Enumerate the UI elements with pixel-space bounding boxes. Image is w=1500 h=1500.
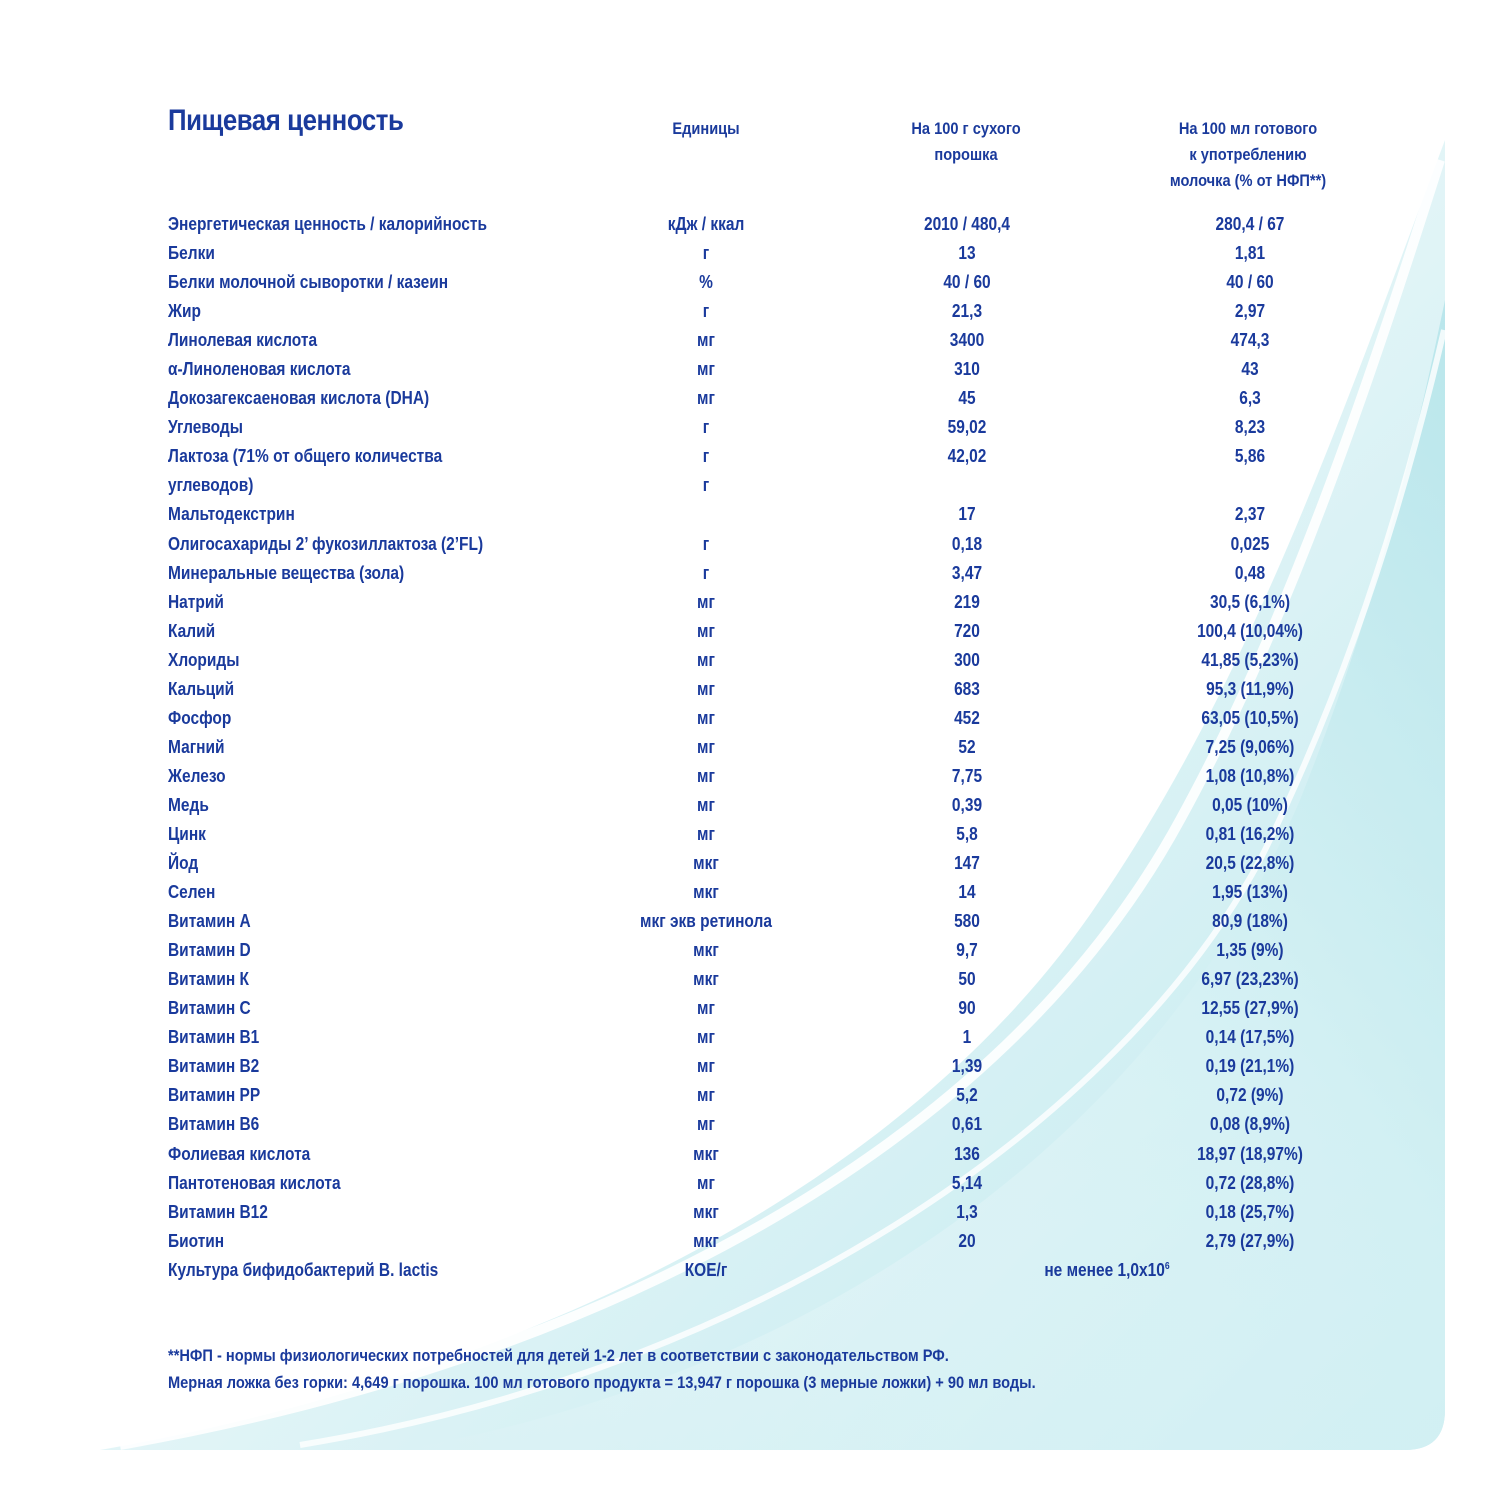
row-value-per-100ml: 30,5 (6,1%) [1209,591,1291,612]
table-row [0,936,1500,965]
row-value-per-100g: 300 [954,649,980,670]
row-value-per-100ml: 0,025 [1230,533,1270,554]
row-name: Жир [168,301,201,322]
table-row [0,1227,1500,1256]
footnote-measuring-spoon: Мерная ложка без горки: 4,649 г порошка. 100 мл готового продукта = 13,947 г порошка (3 мерные ложки) + 90 мл воды. [168,1373,1036,1392]
table-row [0,239,1500,268]
row-value-per-100ml: 12,55 (27,9%) [1201,998,1299,1019]
row-value-per-100g: 14 [958,882,976,903]
row-name: Йод [168,853,199,874]
row-unit: мг [697,649,715,670]
row-name: Углеводы [168,417,243,438]
row-name: Хлориды [168,649,240,670]
page-title: Пищевая ценность [168,104,404,137]
row-value-per-100ml: 1,08 (10,8%) [1205,765,1295,786]
row-value-per-100ml: 2,37 [1234,504,1266,525]
row-value-per-100g: 50 [958,969,976,990]
row-value-per-100ml: 8,23 [1234,417,1266,438]
row-value-per-100g: 0,18 [951,533,983,554]
row-value-per-100g: 20 [958,1230,976,1251]
row-value-per-100ml: 100,4 (10,04%) [1197,620,1303,641]
row-unit: мкг [693,1143,719,1164]
row-name: Витамин D [168,940,251,961]
row-name: Витамин В12 [168,1201,268,1222]
row-name: Фосфор [168,707,232,728]
row-unit: мкг [693,940,719,961]
footnote-nfp: **НФП - нормы физиологических потребностей для детей 1-2 лет в соответствии с законодательством РФ. [168,1346,949,1365]
row-unit: мг [697,1114,715,1135]
table-row [0,994,1500,1023]
row-name: Натрий [168,591,224,612]
row-value-per-100g: 7,75 [951,765,983,786]
row-unit: мг [697,330,715,351]
row-value-per-100g: 452 [954,707,980,728]
table-row [0,471,1500,500]
row-value-per-100g: 0,61 [951,1114,983,1135]
row-value-per-100g: 1,39 [951,1056,983,1077]
row-unit: кДж / ккал [667,214,745,234]
row-value-per-100g: 21,3 [951,301,983,322]
row-name: Пантотеновая кислота [168,1172,341,1193]
row-name: Докозагексаеновая кислота (DHA) [168,388,430,409]
row-value-per-100ml: 0,19 (21,1%) [1205,1056,1295,1077]
row-value-per-100g: 683 [954,678,980,699]
nutrition-table [0,210,1500,1285]
row-unit: мкг [693,1230,719,1251]
row-unit: мг [697,736,715,757]
table-row [0,878,1500,907]
table-row [0,849,1500,878]
row-name: Медь [168,794,209,815]
row-value-per-100g: 2010 / 480,4 [923,214,1011,234]
culture-exponent: 6 [1164,1260,1170,1272]
row-name: Магний [168,736,225,757]
row-value-per-100g: 1 [962,1027,972,1048]
row-unit: г [702,301,710,322]
row-value-per-100g: 147 [954,853,980,874]
row-value-per-100ml: 40 / 60 [1226,272,1274,293]
table-row [0,355,1500,384]
row-value-per-100g: 580 [954,911,980,932]
column-header-per-100ml-ready: На 100 мл готового к употреблению молочка (% от НФП**) [1169,119,1327,190]
row-value-per-100ml: 95,3 (11,9%) [1206,678,1294,699]
table-row [0,820,1500,849]
row-value-per-100g: 45 [958,388,976,409]
table-row [0,268,1500,297]
footnotes [168,1342,1036,1396]
row-unit: мкг [693,969,719,990]
row-unit: мг [697,1085,715,1106]
column-header-units: Единицы [672,119,740,138]
row-unit: мг [697,620,715,641]
row-name: Витамин В2 [168,1056,260,1077]
row-value-per-100g: 136 [954,1143,980,1164]
row-name: Фолиевая кислота [168,1143,311,1164]
table-row [0,1140,1500,1169]
row-value-per-100ml: 80,9 (18%) [1212,911,1288,932]
table-row [0,442,1500,471]
row-name: Цинк [168,823,206,844]
row-value-per-100g: 9,7 [956,940,978,961]
row-value-per-100ml: 7,25 (9,06%) [1205,736,1295,757]
row-value-per-100g: 219 [954,591,980,612]
row-unit: % [699,272,713,293]
row-name: Селен [168,882,216,903]
row-value-per-100ml: 2,97 [1234,301,1266,322]
row-value-per-100ml: 2,79 (27,9%) [1205,1230,1295,1251]
row-name: Белки [168,243,215,264]
row-value-per-100g: 40 / 60 [943,272,991,293]
row-name: Железо [168,765,226,786]
row-value-per-100g: 3,47 [951,562,983,583]
row-name: Культура бифидобактерий B. lactis [168,1259,439,1280]
row-value-per-100ml: 1,81 [1234,243,1266,264]
table-row [0,791,1500,820]
row-value-per-100g: 5,14 [951,1172,983,1193]
row-name: Лактоза (71% от общего количества [168,446,443,467]
table-row [0,1198,1500,1227]
row-value-per-100g: 0,39 [951,794,983,815]
row-value-per-100ml: 0,18 (25,7%) [1205,1201,1295,1222]
row-value-per-100g: 17 [958,504,976,525]
row-unit: г [702,475,710,496]
table-row [0,559,1500,588]
row-value-per-100g: 13 [958,243,976,264]
table-row [0,907,1500,936]
row-value-per-100ml: 1,95 (13%) [1212,882,1288,903]
row-value-per-100g: 42,02 [947,446,987,467]
row-name: Минеральные вещества (зола) [168,562,405,583]
row-unit: мг [697,1172,715,1193]
row-unit: г [702,417,710,438]
table-row [0,1110,1500,1139]
row-name: Мальтодекстрин [168,504,295,525]
row-unit: мг [697,388,715,409]
row-value-per-100g: 5,8 [956,823,978,844]
row-name: Витамин В1 [168,1027,260,1048]
row-unit: мг [697,359,715,380]
table-row [0,530,1500,559]
row-unit: мг [697,823,715,844]
table-row [0,1052,1500,1081]
row-value-per-100g: 3400 [949,330,985,351]
row-unit: г [702,533,710,554]
row-unit: мкг [693,1201,719,1222]
row-unit: мкг экв ретинола [640,911,772,932]
row-name: углеводов) [168,475,254,496]
table-row [0,500,1500,529]
row-unit: мг [697,794,715,815]
row-value-per-100ml: 6,97 (23,23%) [1201,969,1299,990]
row-value-per-100g: 5,2 [956,1085,978,1106]
row-value-per-100g: 59,02 [947,417,987,438]
row-unit: мг [697,765,715,786]
row-name: Биотин [168,1230,225,1251]
row-unit: КОЕ/г [684,1259,728,1280]
row-value-per-100ml: 0,81 (16,2%) [1205,823,1295,844]
row-value-per-100g: 310 [954,359,980,380]
culture-value: не менее 1,0х10 [1044,1259,1165,1280]
row-value-per-100ml: 18,97 (18,97%) [1197,1143,1303,1164]
row-name: Энергетическая ценность / калорийность [168,214,488,234]
row-name: Витамин К [168,969,249,990]
row-value-per-100ml: 0,14 (17,5%) [1205,1027,1295,1048]
row-value-per-100ml: 0,08 (8,9%) [1209,1114,1291,1135]
row-name: Витамин В6 [168,1114,260,1135]
row-name: Калий [168,620,216,641]
row-value-per-100ml: 0,05 (10%) [1212,794,1288,815]
row-unit: мкг [693,853,719,874]
table-row [0,384,1500,413]
row-value-combined [1021,1256,1193,1285]
table-row [0,413,1500,442]
row-value-per-100ml: 1,35 (9%) [1216,940,1284,961]
row-value-per-100g: 52 [958,736,976,757]
table-row [0,733,1500,762]
table-row [0,210,1500,239]
row-name: Кальций [168,678,235,699]
row-name: Витамин РР [168,1085,261,1106]
row-value-per-100ml: 474,3 [1230,330,1270,351]
table-row [0,1023,1500,1052]
table-row [0,617,1500,646]
row-value-per-100g: 720 [954,620,980,641]
table-row [0,965,1500,994]
row-unit: мг [697,998,715,1019]
row-value-per-100ml: 0,72 (9%) [1216,1085,1284,1106]
row-value-per-100ml: 5,86 [1234,446,1266,467]
row-value-per-100g: 90 [958,998,976,1019]
row-value-per-100ml: 43 [1241,359,1259,380]
table-row [0,762,1500,791]
row-unit: мг [697,1027,715,1048]
row-value-per-100ml: 0,72 (28,8%) [1205,1172,1295,1193]
table-row [0,704,1500,733]
row-name: Витамин С [168,998,251,1019]
row-value-per-100ml: 280,4 / 67 [1215,214,1285,234]
table-row [0,1081,1500,1110]
row-value-per-100ml: 0,48 [1234,562,1266,583]
table-row [0,326,1500,355]
row-value-per-100ml: 6,3 [1239,388,1261,409]
row-name: Олигосахариды 2’ фукозиллактоза (2’FL) [168,533,484,554]
row-name: Линолевая кислота [168,330,318,351]
row-name: α-Линоленовая кислота [168,359,351,380]
row-value-per-100ml: 41,85 (5,23%) [1201,649,1299,670]
row-value-per-100g: 1,3 [956,1201,978,1222]
row-unit: мг [697,1056,715,1077]
row-unit: г [702,243,710,264]
row-value-per-100ml: 63,05 (10,5%) [1201,707,1299,728]
table-row [0,675,1500,704]
row-name: Белки молочной сыворотки / казеин [168,272,449,293]
table-row [0,588,1500,617]
row-unit: г [702,446,710,467]
row-unit: г [702,562,710,583]
table-row [0,1169,1500,1198]
column-header-per-100g-dry: На 100 г сухого порошка [911,119,1021,164]
table-row [0,646,1500,675]
row-value-per-100ml: 20,5 (22,8%) [1205,853,1295,874]
table-row-culture [0,1256,1500,1285]
row-unit: мг [697,591,715,612]
row-unit: мг [697,678,715,699]
row-unit: мкг [693,882,719,903]
row-unit: мг [697,707,715,728]
table-row [0,297,1500,326]
row-name: Витамин А [168,911,251,932]
